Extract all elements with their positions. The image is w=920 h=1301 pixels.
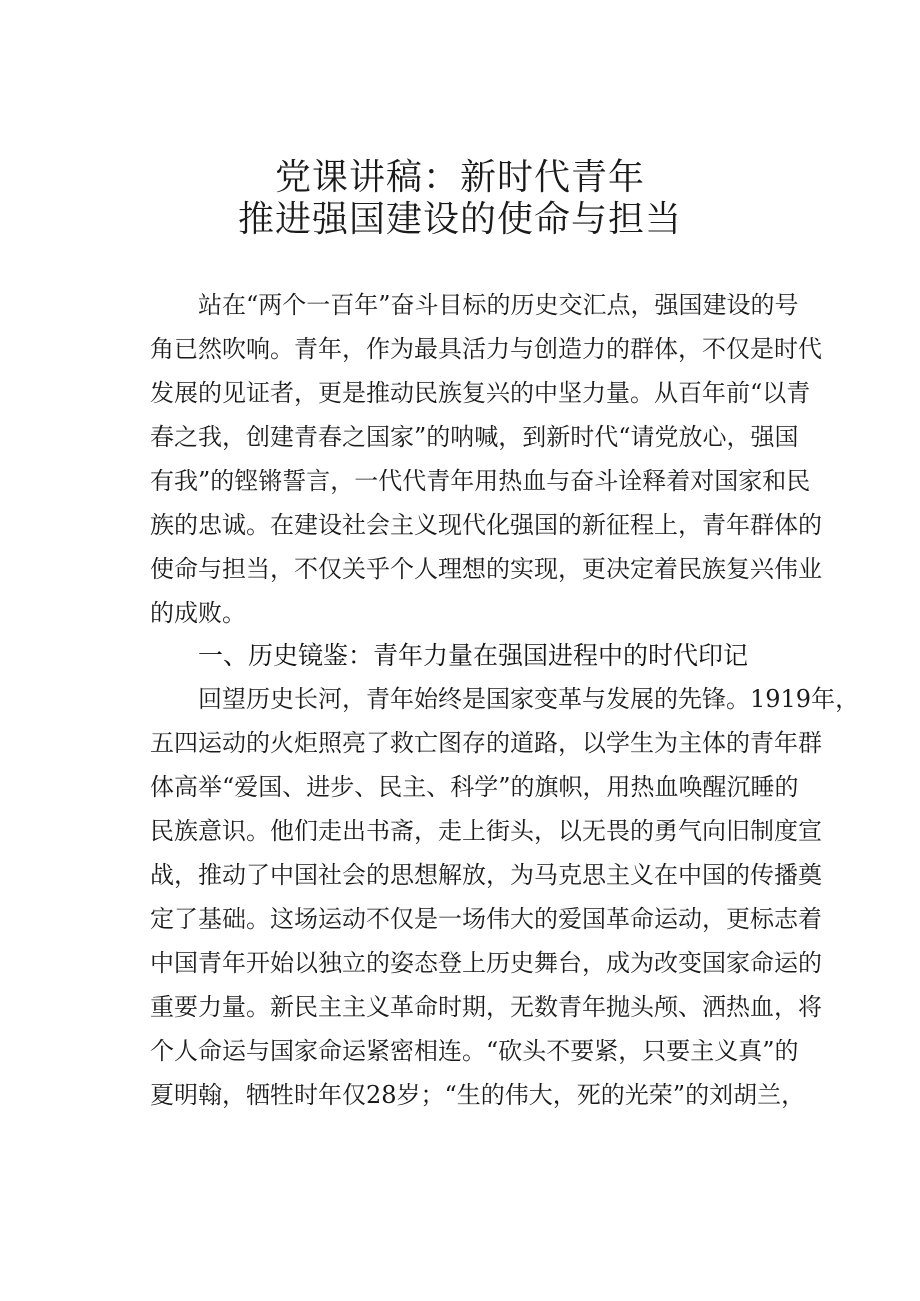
paragraph-2-line: 体高举“爱国、进步、民主、科学”的旗帜，用热血唤醒沉睡的 bbox=[150, 773, 799, 801]
paragraph-1-line: 角已然吹响。青年，作为最具活力与创造力的群体，不仅是时代 bbox=[150, 335, 822, 363]
paragraph-2-line: 战，推动了中国社会的思想解放，为马克思主义在中国的传播奠 bbox=[150, 861, 822, 889]
section-1-heading: 一、历史镜鉴：青年力量在强国进程中的时代印记 bbox=[198, 641, 749, 670]
paragraph-2-line: 定了基础。这场运动不仅是一场伟大的爱国革命运动，更标志着 bbox=[150, 905, 822, 933]
paragraph-1-line: 发展的见证者，更是推动民族复兴的中坚力量。从百年前“以青 bbox=[150, 379, 811, 407]
paragraph-2-line: 五四运动的火炬照亮了救亡图存的道路，以学生为主体的青年群 bbox=[150, 729, 822, 757]
paragraph-1-line: 有我”的铿锵誓言，一代代青年用热血与奋斗诠释着对国家和民 bbox=[150, 467, 811, 495]
paragraph-1-line: 站在“两个一百年”奋斗目标的历史交汇点，强国建设的号 bbox=[198, 291, 799, 319]
paragraph-1-line: 的成败。 bbox=[150, 599, 246, 627]
paragraph-2-line: 回望历史长河，青年始终是国家变革与发展的先锋。1919年， bbox=[198, 685, 860, 713]
paragraph-2-line: 中国青年开始以独立的姿态登上历史舞台，成为改变国家命运的 bbox=[150, 949, 822, 977]
paragraph-1-line: 族的忠诚。在建设社会主义现代化强国的新征程上，青年群体的 bbox=[150, 511, 822, 539]
paragraph-1-line: 春之我，创建青春之国家”的呐喊，到新时代“请党放心，强国 bbox=[150, 423, 799, 451]
paragraph-2-line: 重要力量。新民主主义革命时期，无数青年抛头颅、洒热血，将 bbox=[150, 993, 822, 1021]
paragraph-2-line: 夏明翰，牺牲时年仅28岁；“生的伟大，死的光荣”的刘胡兰， bbox=[150, 1081, 806, 1109]
document-title-line-1: 党课讲稿：新时代青年 bbox=[274, 157, 645, 198]
paragraph-2-line: 个人命运与国家命运紧密相连。“砍头不要紧，只要主义真”的 bbox=[150, 1037, 799, 1065]
paragraph-1-line: 使命与担当，不仅关乎个人理想的实现，更决定着民族复兴伟业 bbox=[150, 555, 822, 583]
document-title-line-2: 推进强国建设的使命与担当 bbox=[237, 199, 682, 240]
paragraph-2-line: 民族意识。他们走出书斋，走上街头，以无畏的勇气向旧制度宣 bbox=[150, 817, 822, 845]
